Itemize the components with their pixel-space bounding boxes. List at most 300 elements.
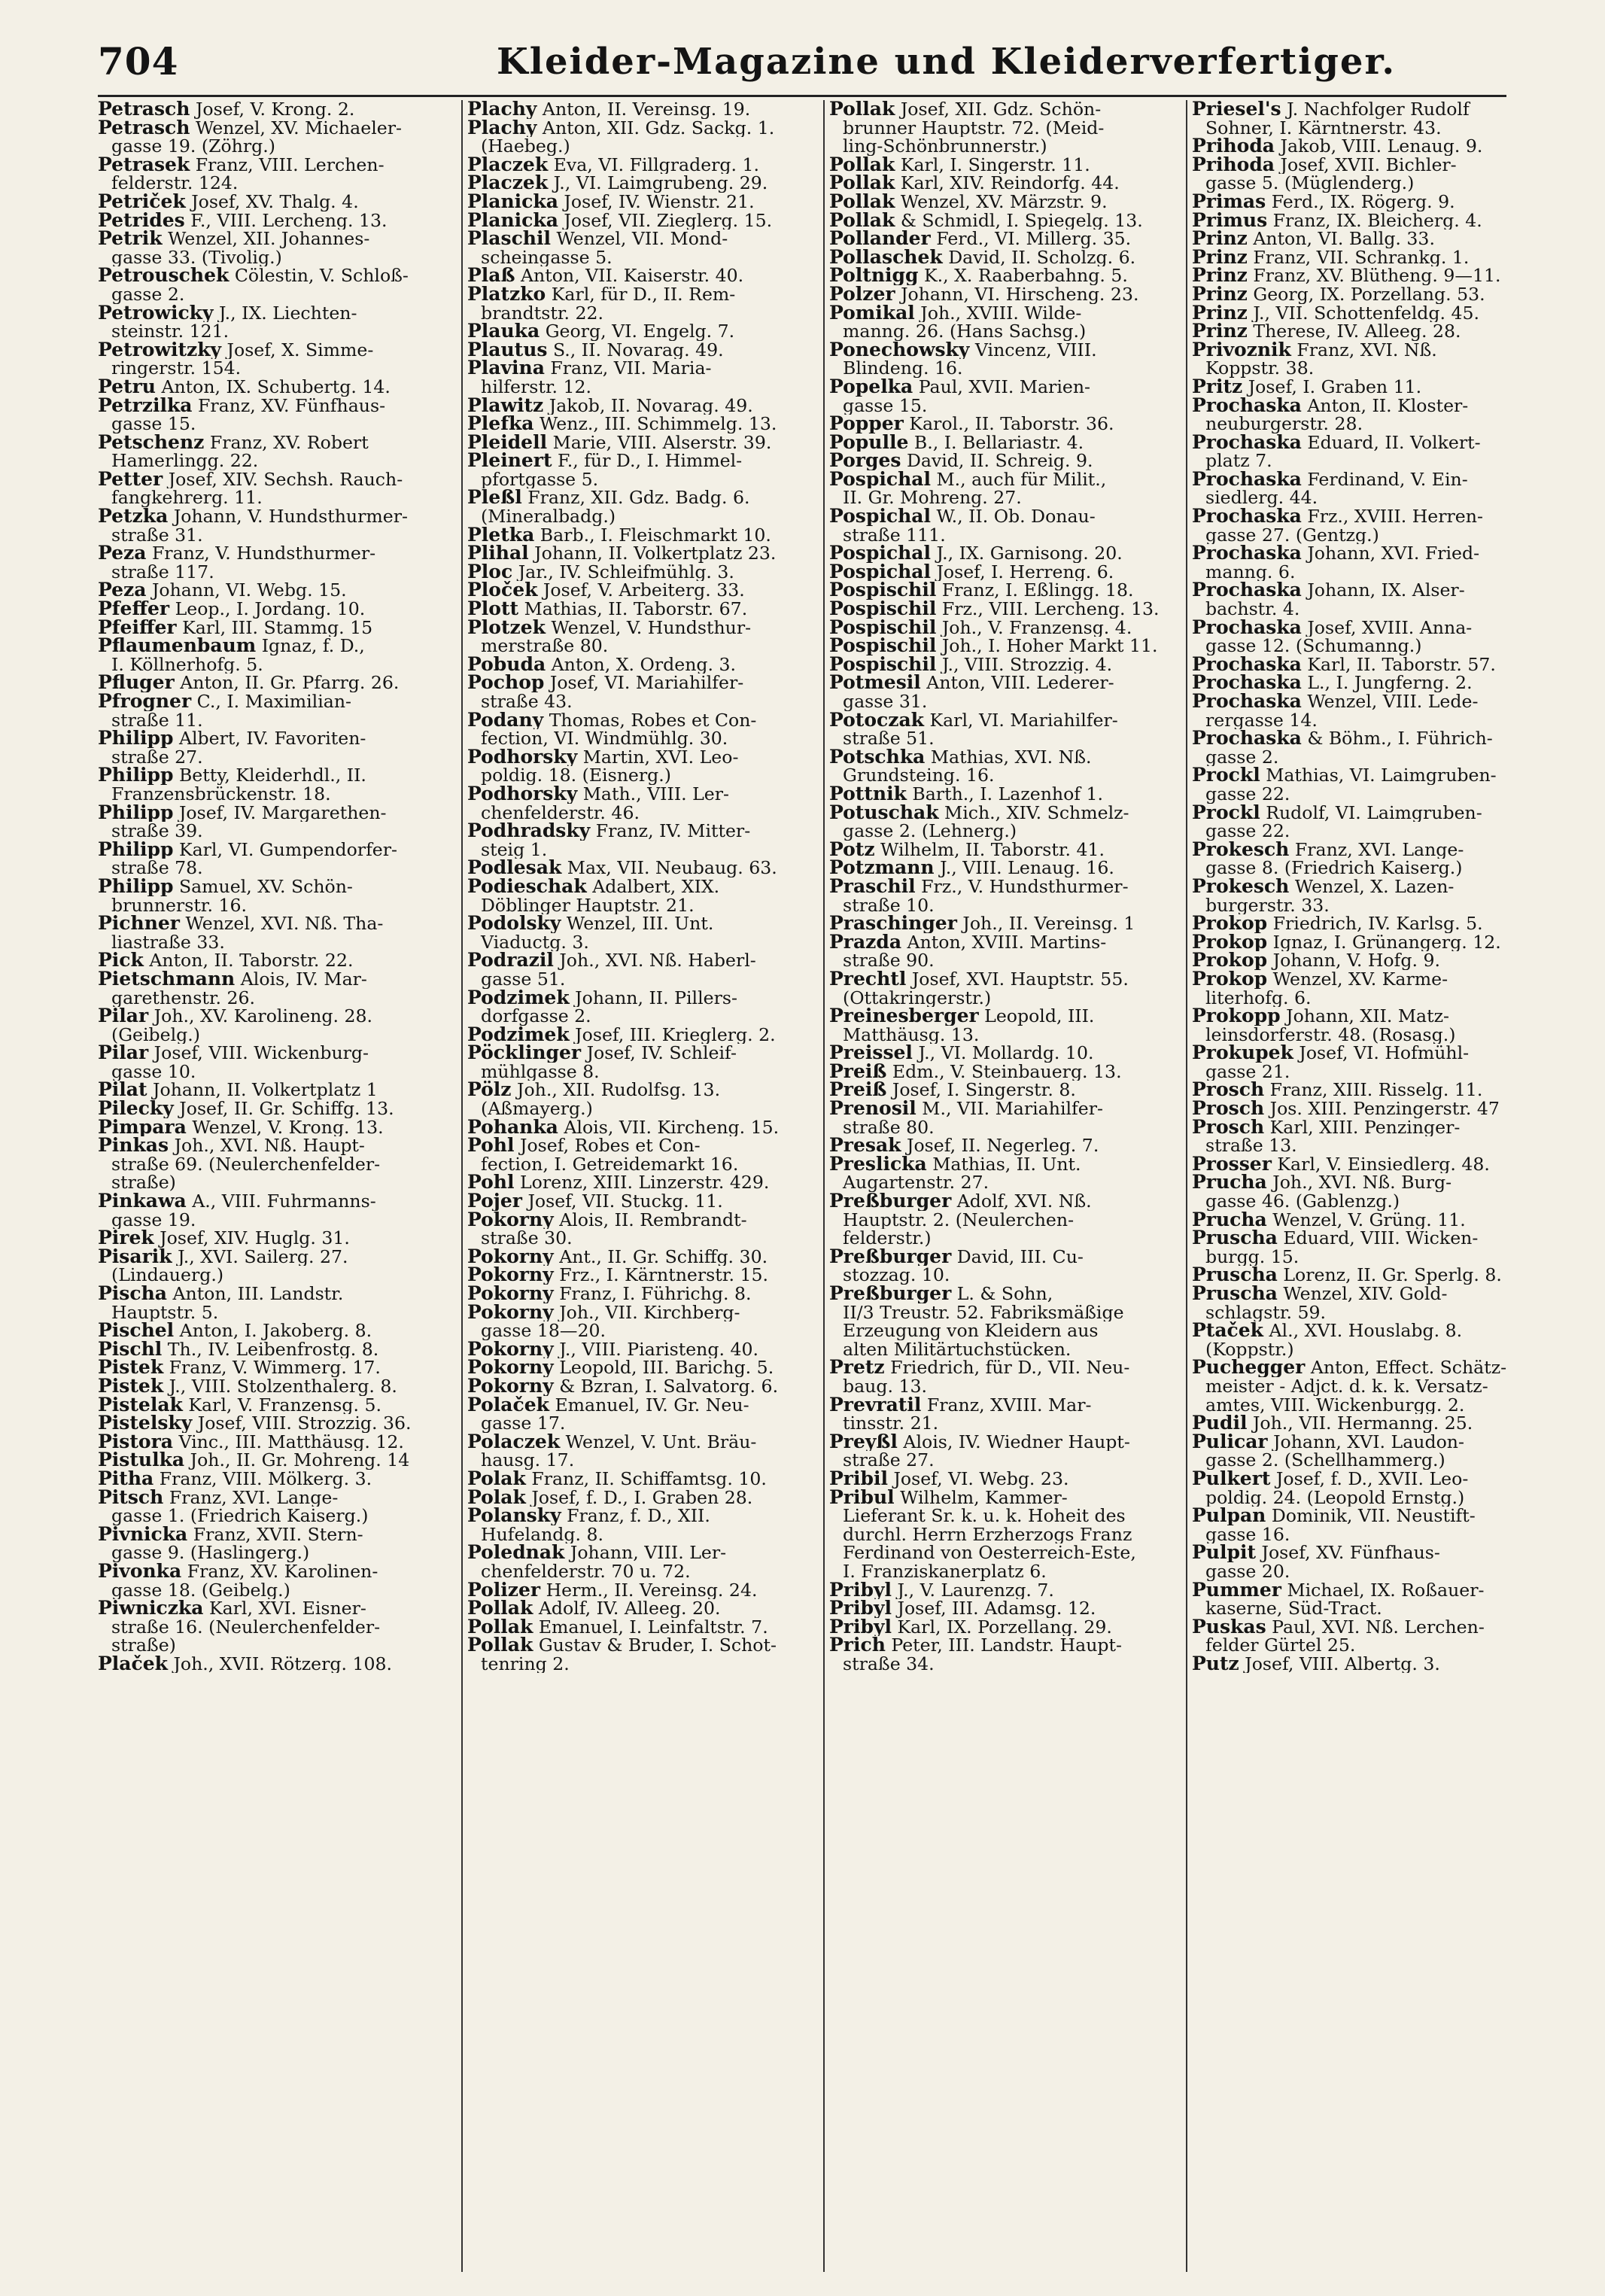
entry-details: Johann, II. Volkertplatz 1 bbox=[153, 1081, 378, 1100]
directory-entry bbox=[829, 1136, 1175, 1155]
entry-details: Franz, XII. Gdz. Badg. 6. bbox=[527, 488, 750, 508]
entry-name: Pletka bbox=[467, 525, 535, 545]
entry-name: Prenosil bbox=[829, 1099, 916, 1118]
entry-details: Karl, VI. Mariahilfer- bbox=[929, 710, 1118, 730]
entry-details: Jakob, VIII. Lenaug. 9. bbox=[1280, 137, 1483, 156]
directory-entry bbox=[1192, 1507, 1506, 1525]
entry-continuation: Augartenstr. 27. bbox=[843, 1173, 989, 1193]
entry-name: Pischa bbox=[98, 1285, 167, 1303]
directory-entry bbox=[1192, 322, 1506, 341]
directory-entry bbox=[1192, 804, 1506, 823]
directory-entry bbox=[829, 563, 1175, 582]
entry-details: Josef, IV. Schleif- bbox=[586, 1044, 737, 1063]
entry-continuation: Erzeugung von Kleidern aus bbox=[843, 1321, 1099, 1340]
entry-details: Alois, VII. Kircheng. 15. bbox=[564, 1118, 780, 1137]
entry-details: Leop., I. Jordang. 10. bbox=[175, 600, 366, 619]
directory-entry bbox=[98, 877, 450, 896]
entry-name: Pollak bbox=[467, 1599, 533, 1618]
directory-entry bbox=[467, 1618, 813, 1637]
entry-continuation: straße 30. bbox=[481, 1229, 573, 1248]
entry-details: Wenzel, VII. Mond- bbox=[556, 230, 728, 248]
entry-details: A., VIII. Fuhrmanns- bbox=[192, 1192, 376, 1211]
entry-details: Emanuel, IV. Gr. Neu- bbox=[555, 1395, 749, 1415]
directory-entry bbox=[467, 674, 813, 692]
entry-name: Pottnik bbox=[829, 784, 907, 804]
entry-details: Wenz., III. Schimmelg. 13. bbox=[539, 415, 777, 433]
entry-name: Pokorny bbox=[467, 1247, 554, 1267]
directory-entry bbox=[1192, 1414, 1506, 1433]
directory-entry bbox=[467, 1507, 813, 1525]
entry-details: Joh., VII. Kirchberg- bbox=[559, 1303, 740, 1322]
entry-continuation: Koppstr. 38. bbox=[1205, 359, 1315, 378]
directory-entry bbox=[829, 248, 1175, 267]
entry-name: Plaschil bbox=[467, 230, 551, 248]
entry-name: Potz bbox=[829, 840, 875, 859]
entry-details: Mathias, II. Unt. bbox=[932, 1154, 1081, 1174]
entry-name: Prochaska bbox=[1192, 729, 1302, 748]
entry-continuation: gasse 19. (Zöhrg.) bbox=[111, 137, 275, 156]
entry-details: Th., IV. Leibenfrostg. 8. bbox=[167, 1340, 379, 1359]
entry-details: L. & Sohn, bbox=[956, 1285, 1053, 1303]
entry-name: Prosch bbox=[1192, 1118, 1265, 1137]
entry-name: Preslicka bbox=[829, 1154, 927, 1174]
directory-entry bbox=[467, 1581, 813, 1600]
entry-details: Anton, VIII. Lederer- bbox=[926, 674, 1114, 692]
entry-details: Franz, XV. Blütheng. 9—11. bbox=[1253, 266, 1501, 285]
entry-continuation: manng. 6. bbox=[1205, 562, 1296, 582]
entry-name: Pilat bbox=[98, 1081, 147, 1100]
directory-entry bbox=[98, 970, 450, 989]
entry-continuation: gasse 2. (Lehnerg.) bbox=[843, 822, 1017, 841]
entry-continuation: leinsdorferstr. 48. (Rosasg.) bbox=[1205, 1025, 1456, 1045]
entry-details: Karl, V. Franzensg. 5. bbox=[188, 1395, 381, 1415]
entry-details: Vincenz, VIII. bbox=[974, 340, 1097, 360]
directory-entry bbox=[829, 211, 1175, 230]
entry-continuation: platz 7. bbox=[1205, 452, 1272, 470]
entry-continuation: ling-Schönbrunnerstr.) bbox=[843, 137, 1047, 156]
entry-continuation: gasse 19. bbox=[111, 1210, 196, 1230]
entry-continuation: gasse 10. bbox=[111, 1062, 196, 1081]
entry-details: Karl, XIV. Reindorfg. 44. bbox=[900, 174, 1120, 193]
entry-name: Potmesil bbox=[829, 674, 921, 692]
directory-entry bbox=[829, 452, 1175, 470]
directory-entry bbox=[98, 1136, 450, 1155]
entry-name: Podzimek bbox=[467, 1025, 570, 1045]
entry-details: J., V. Laurenzg. 7. bbox=[897, 1580, 1054, 1600]
entry-name: Polak bbox=[467, 1469, 526, 1489]
entry-details: Karl, für D., II. Rem- bbox=[551, 284, 736, 304]
entry-name: Pöcklinger bbox=[467, 1044, 582, 1063]
directory-entry bbox=[829, 1618, 1175, 1637]
entry-name: Polak bbox=[467, 1488, 526, 1507]
directory-entry bbox=[98, 1248, 450, 1267]
directory-entry bbox=[1192, 655, 1506, 674]
entry-details: Alois, IV. Mar- bbox=[240, 969, 367, 989]
entry-name: Pfluger bbox=[98, 674, 175, 692]
directory-entry bbox=[829, 100, 1175, 119]
entry-name: Pollak bbox=[829, 174, 895, 193]
directory-entry bbox=[829, 1044, 1175, 1063]
entry-name: Pivnicka bbox=[98, 1525, 188, 1544]
directory-entry bbox=[1192, 970, 1506, 989]
entry-continuation: poldig. 24. (Leopold Ernstg.) bbox=[1205, 1488, 1465, 1507]
entry-name: Pisarik bbox=[98, 1247, 172, 1267]
entry-continuation: Ferdinand von Oesterreich-Este, bbox=[843, 1543, 1136, 1562]
directory-entry bbox=[829, 581, 1175, 600]
entry-continuation: straße 13. bbox=[1205, 1136, 1297, 1155]
directory-entry bbox=[98, 692, 450, 711]
directory-entry bbox=[467, 581, 813, 600]
entry-details: Georg, VI. Engelg. 7. bbox=[545, 322, 735, 341]
entry-details: Johann, VI. Hirscheng. 23. bbox=[901, 284, 1139, 304]
entry-name: Pohanka bbox=[467, 1118, 558, 1137]
directory-entry bbox=[1192, 137, 1506, 156]
entry-name: Podolsky bbox=[467, 914, 561, 933]
entry-name: Prochaska bbox=[1192, 470, 1302, 489]
entry-details: Johann, XVI. Laudon- bbox=[1273, 1432, 1464, 1452]
entry-details: Franz, VII. Maria- bbox=[550, 359, 712, 378]
entry-continuation: hilferstr. 12. bbox=[481, 377, 592, 397]
directory-entry bbox=[467, 1543, 813, 1562]
directory-entry bbox=[98, 266, 450, 285]
entry-details: Eduard, VIII. Wicken- bbox=[1283, 1229, 1479, 1248]
entry-continuation: garethenstr. 26. bbox=[111, 988, 256, 1008]
directory-entry bbox=[829, 711, 1175, 730]
entry-details: Wenzel, XV. Michaeler- bbox=[195, 118, 402, 138]
entry-details: Joh., XVI. Nß. Haupt- bbox=[174, 1136, 365, 1155]
entry-name: Plavina bbox=[467, 359, 545, 378]
entry-details: Rudolf, VI. Laimgruben- bbox=[1266, 803, 1482, 823]
entry-name: Prokop bbox=[1192, 969, 1268, 989]
entry-details: W., II. Ob. Donau- bbox=[936, 507, 1096, 526]
entry-continuation: hausg. 17. bbox=[481, 1451, 575, 1470]
entry-details: Franz, XV. Fünfhaus- bbox=[197, 396, 386, 415]
directory-entry bbox=[1192, 304, 1506, 323]
directory-entry bbox=[467, 655, 813, 674]
entry-details: Josef, II. Gr. Schiffg. 13. bbox=[179, 1099, 394, 1118]
entry-details: Wenzel, X. Lazen- bbox=[1294, 877, 1455, 896]
entry-name: Preiß bbox=[829, 1081, 887, 1100]
directory-entry bbox=[1192, 1655, 1506, 1674]
entry-details: Franz, IX. Bleicherg. 4. bbox=[1272, 211, 1482, 230]
entry-name: Pruscha bbox=[1192, 1229, 1278, 1248]
entry-details: Edm., V. Steinbauerg. 13. bbox=[892, 1062, 1122, 1081]
directory-entry bbox=[467, 452, 813, 470]
entry-name: Prinz bbox=[1192, 303, 1248, 323]
entry-details: J., VII. Schottenfeldg. 45. bbox=[1253, 303, 1480, 323]
directory-entry bbox=[98, 1358, 450, 1377]
entry-details: Cölestin, V. Schloß- bbox=[234, 266, 409, 285]
directory-entry bbox=[829, 1599, 1175, 1618]
entry-details: & Böhm., I. Führich- bbox=[1307, 729, 1493, 748]
entry-name: Plaß bbox=[467, 266, 515, 285]
entry-continuation: steig 1. bbox=[481, 840, 548, 859]
entry-name: Podieschak bbox=[467, 877, 587, 896]
entry-details: Joh., V. Franzensg. 4. bbox=[941, 618, 1132, 637]
entry-details: Josef, VI. Mariahilfer- bbox=[549, 674, 744, 692]
entry-details: Mathias, XVI. Nß. bbox=[930, 747, 1092, 767]
entry-continuation: gasse 2. bbox=[111, 284, 185, 304]
entry-continuation: pfortgasse 5. bbox=[481, 470, 599, 489]
entry-continuation: gasse 22. bbox=[1205, 822, 1290, 841]
entry-details: Wenzel, XIV. Gold- bbox=[1283, 1285, 1448, 1303]
entry-continuation: Döblinger Hauptstr. 21. bbox=[481, 896, 695, 915]
directory-entry bbox=[1192, 841, 1506, 859]
entry-details: Franz, II. Schiffamtsg. 10. bbox=[531, 1469, 767, 1489]
entry-name: Petrowitzky bbox=[98, 340, 222, 360]
entry-continuation: Hauptstr. 2. (Neulerchen- bbox=[843, 1210, 1075, 1230]
entry-name: Prosser bbox=[1192, 1154, 1272, 1174]
directory-entry bbox=[1192, 914, 1506, 933]
entry-details: Gustav & Bruder, I. Schot- bbox=[538, 1636, 777, 1655]
entry-details: Josef, XVII. Bichler- bbox=[1280, 155, 1457, 175]
entry-continuation: I. Köllnerhofg. 5. bbox=[111, 655, 263, 674]
entry-name: Pohl bbox=[467, 1136, 515, 1155]
entry-name: Plott bbox=[467, 600, 519, 619]
entry-name: Ploček bbox=[467, 581, 538, 601]
directory-entry bbox=[467, 193, 813, 211]
directory-entry bbox=[98, 304, 450, 323]
entry-continuation: (Geibelg.) bbox=[111, 1025, 200, 1045]
entry-name: Prinz bbox=[1192, 248, 1248, 267]
entry-name: Pohl bbox=[467, 1173, 515, 1193]
entry-continuation: straße 117. bbox=[111, 562, 214, 582]
entry-continuation: gasse 5. (Müglenderg.) bbox=[1205, 174, 1415, 193]
directory-entry bbox=[829, 841, 1175, 859]
directory-entry bbox=[829, 637, 1175, 655]
entry-continuation: fection, VI. Windmühlg. 30. bbox=[481, 729, 728, 748]
entry-details: Josef, XIV. Sechsh. Rauch- bbox=[168, 470, 403, 489]
entry-details: Josef, V. Krong. 2. bbox=[195, 100, 355, 119]
entry-name: Pospischil bbox=[829, 618, 937, 637]
entry-details: Ferdinand, V. Ein- bbox=[1307, 470, 1468, 489]
entry-continuation: straße 31. bbox=[111, 525, 203, 545]
directory-entry bbox=[1192, 433, 1506, 452]
entry-name: Petrasek bbox=[98, 155, 190, 175]
entry-details: J., IX. Liechten- bbox=[219, 303, 357, 323]
directory-entry bbox=[98, 544, 450, 563]
entry-continuation: tenring 2. bbox=[481, 1654, 570, 1674]
directory-entry bbox=[467, 174, 813, 193]
entry-details: Josef, I. Singerstr. 8. bbox=[892, 1081, 1076, 1100]
entry-continuation: gasse 1. (Friedrich Kaiserg.) bbox=[111, 1507, 369, 1525]
entry-name: Pollak bbox=[829, 155, 895, 175]
entry-continuation: straße) bbox=[111, 1173, 176, 1193]
entry-name: Ponechowsky bbox=[829, 340, 970, 360]
entry-continuation: gasse 2. bbox=[1205, 747, 1279, 767]
entry-details: Anton, IX. Schubertg. 14. bbox=[161, 377, 391, 397]
entry-continuation: straße) bbox=[111, 1636, 176, 1655]
entry-details: Josef, XVI. Hauptstr. 55. bbox=[911, 969, 1129, 989]
entry-name: Puchegger bbox=[1192, 1358, 1306, 1377]
directory-entry bbox=[467, 526, 813, 545]
entry-details: Wenzel, XV. Märzstr. 9. bbox=[900, 192, 1108, 211]
entry-name: Pietschmann bbox=[98, 969, 236, 989]
entry-details: Jos. XIII. Penzingerstr. 47 bbox=[1269, 1099, 1500, 1118]
entry-name: Philipp bbox=[98, 840, 174, 859]
directory-entry bbox=[467, 1211, 813, 1230]
directory-entry bbox=[98, 397, 450, 415]
entry-details: Wenzel, V. Krong. 13. bbox=[192, 1118, 384, 1137]
entry-continuation: gasse 9. (Haslingerg.) bbox=[111, 1543, 310, 1562]
entry-details: Barb., I. Fleischmarkt 10. bbox=[540, 525, 771, 545]
entry-name: Prockl bbox=[1192, 803, 1260, 823]
directory-entry bbox=[98, 841, 450, 859]
entry-details: Eva, VI. Fillgraderg. 1. bbox=[553, 155, 760, 175]
entry-continuation: gasse 31. bbox=[843, 692, 928, 711]
entry-name: Petriček bbox=[98, 192, 186, 211]
directory-entry bbox=[1192, 211, 1506, 230]
entry-name: Pivonka bbox=[98, 1562, 182, 1581]
entry-name: Prosch bbox=[1192, 1099, 1265, 1118]
entry-continuation: chenfelderstr. 70 u. 72. bbox=[481, 1562, 691, 1581]
directory-entry bbox=[98, 637, 450, 655]
directory-entry bbox=[467, 1340, 813, 1359]
entry-name: Pollak bbox=[829, 192, 895, 211]
entry-details: Josef, VIII. Albertg. 3. bbox=[1245, 1654, 1440, 1674]
column-2 bbox=[461, 100, 813, 2272]
entry-details: Mich., XIV. Schmelz- bbox=[944, 803, 1129, 823]
entry-name: Pokorny bbox=[467, 1266, 554, 1285]
directory-entry bbox=[98, 581, 450, 600]
entry-name: Pilar bbox=[98, 1007, 149, 1026]
entry-name: Pleßl bbox=[467, 488, 522, 508]
entry-details: David, II. Schreig. 9. bbox=[906, 452, 1093, 470]
entry-details: Anton, II. Kloster- bbox=[1307, 396, 1469, 415]
entry-continuation: Hufelandg. 8. bbox=[481, 1525, 603, 1544]
entry-name: Popelka bbox=[829, 377, 913, 397]
entry-details: Anton, Effect. Schätz- bbox=[1310, 1358, 1506, 1377]
entry-name: Pleidell bbox=[467, 433, 548, 452]
directory-entry bbox=[829, 1248, 1175, 1267]
entry-name: Pokorny bbox=[467, 1210, 554, 1230]
entry-details: Franz, VII. Schrankg. 1. bbox=[1253, 248, 1470, 267]
entry-details: Franz, V. Wimmerg. 17. bbox=[169, 1358, 381, 1377]
entry-name: Pribyl bbox=[829, 1599, 892, 1618]
entry-name: Petrasch bbox=[98, 100, 190, 119]
entry-name: Pinkawa bbox=[98, 1192, 187, 1211]
entry-continuation: straße 43. bbox=[481, 692, 573, 711]
entry-name: Pribul bbox=[829, 1488, 895, 1507]
entry-name: Porges bbox=[829, 452, 901, 470]
directory-entry bbox=[467, 433, 813, 452]
entry-details: Wenzel, III. Unt. bbox=[566, 914, 714, 933]
directory-entry bbox=[98, 1525, 450, 1544]
entry-details: Jakob, II. Novarag. 49. bbox=[549, 396, 753, 415]
entry-name: Prochaska bbox=[1192, 433, 1302, 452]
directory-entry bbox=[829, 1358, 1175, 1377]
entry-continuation: straße 34. bbox=[843, 1654, 935, 1674]
directory-entry bbox=[467, 100, 813, 119]
entry-continuation: gasse 15. bbox=[111, 415, 196, 433]
entry-name: Prihoda bbox=[1192, 155, 1275, 175]
entry-name: Podhorsky bbox=[467, 784, 578, 804]
directory-entry bbox=[98, 914, 450, 933]
entry-name: Petschenz bbox=[98, 433, 205, 452]
directory-entry bbox=[1192, 507, 1506, 526]
directory-entry bbox=[1192, 1470, 1506, 1489]
directory-entry bbox=[1192, 951, 1506, 970]
entry-name: Polizer bbox=[467, 1580, 541, 1600]
entry-name: Petrzilka bbox=[98, 396, 193, 415]
entry-details: Lorenz, XIII. Linzerstr. 429. bbox=[519, 1173, 770, 1193]
directory-entry bbox=[1192, 729, 1506, 748]
entry-details: Josef, XV. Fünfhaus- bbox=[1261, 1543, 1440, 1562]
directory-entry bbox=[1192, 1266, 1506, 1285]
entry-continuation: straße 78. bbox=[111, 859, 203, 877]
directory-entry bbox=[829, 674, 1175, 692]
entry-name: Pistelak bbox=[98, 1395, 183, 1415]
entry-details: Anton, XVIII. Martins- bbox=[907, 932, 1107, 952]
directory-entry bbox=[467, 822, 813, 841]
entry-details: Ferd., VI. Millerg. 35. bbox=[936, 230, 1132, 248]
entry-continuation: dorfgasse 2. bbox=[481, 1007, 591, 1026]
entry-details: Joh., I. Hoher Markt 11. bbox=[941, 637, 1158, 655]
entry-name: Pistelsky bbox=[98, 1414, 193, 1433]
entry-details: Adolf, IV. Alleeg. 20. bbox=[538, 1599, 721, 1618]
entry-details: J., VIII. Stolzenthalerg. 8. bbox=[169, 1376, 397, 1396]
directory-entry bbox=[1192, 397, 1506, 415]
entry-details: Franz, VIII. Mölkerg. 3. bbox=[159, 1469, 372, 1489]
entry-name: Pollak bbox=[829, 211, 895, 230]
directory-entry bbox=[98, 619, 450, 637]
directory-entry bbox=[1192, 1044, 1506, 1063]
directory-entry bbox=[829, 655, 1175, 674]
directory-entry bbox=[467, 1396, 813, 1415]
entry-details: Josef, III. Adamsg. 12. bbox=[897, 1599, 1096, 1618]
entry-name: Prochaska bbox=[1192, 655, 1302, 674]
directory-entry bbox=[829, 415, 1175, 433]
entry-name: Plauka bbox=[467, 322, 540, 341]
entry-name: Plefka bbox=[467, 415, 534, 433]
entry-name: Poltnigg bbox=[829, 266, 919, 285]
entry-details: J. Nachfolger Rudolf bbox=[1287, 100, 1470, 119]
directory-entry bbox=[829, 600, 1175, 619]
entry-details: Frz., VIII. Lercheng. 13. bbox=[941, 600, 1160, 619]
directory-entry bbox=[467, 322, 813, 341]
entry-continuation: gasse 12. (Schumanng.) bbox=[1205, 637, 1422, 655]
entry-continuation: Viaductg. 3. bbox=[481, 932, 589, 952]
directory-entry bbox=[1192, 581, 1506, 600]
entry-name: Pobuda bbox=[467, 655, 546, 674]
entry-continuation: Hauptstr. 5. bbox=[111, 1303, 219, 1322]
entry-details: Karl, VI. Gumpendorfer- bbox=[178, 840, 398, 859]
entry-details: Peter, III. Landstr. Haupt- bbox=[891, 1636, 1122, 1655]
entry-name: Pollander bbox=[829, 230, 931, 248]
entry-name: Pinkas bbox=[98, 1136, 169, 1155]
entry-name: Pichner bbox=[98, 914, 180, 933]
directory-entry bbox=[829, 785, 1175, 804]
entry-continuation: straße 90. bbox=[843, 951, 935, 970]
entry-name: Peza bbox=[98, 581, 147, 601]
directory-entry bbox=[467, 600, 813, 619]
directory-entry bbox=[829, 1581, 1175, 1600]
entry-continuation: (Lindauerg.) bbox=[111, 1266, 224, 1285]
entry-details: Vinc., III. Matthäusg. 12. bbox=[178, 1432, 404, 1452]
entry-continuation: baug. 13. bbox=[843, 1376, 927, 1396]
directory-entry bbox=[829, 933, 1175, 952]
entry-details: Jar., IV. Schleifmühlg. 3. bbox=[518, 562, 734, 582]
directory-entry bbox=[1192, 285, 1506, 304]
entry-name: Placzek bbox=[467, 174, 549, 193]
entry-name: Prinz bbox=[1192, 284, 1248, 304]
entry-name: Populle bbox=[829, 433, 909, 452]
directory-entry bbox=[1192, 1321, 1506, 1340]
entry-continuation: (Ottakringerstr.) bbox=[843, 988, 992, 1008]
entry-name: Ploc bbox=[467, 562, 513, 582]
entry-name: Plachy bbox=[467, 100, 537, 119]
directory-entry bbox=[467, 1489, 813, 1507]
